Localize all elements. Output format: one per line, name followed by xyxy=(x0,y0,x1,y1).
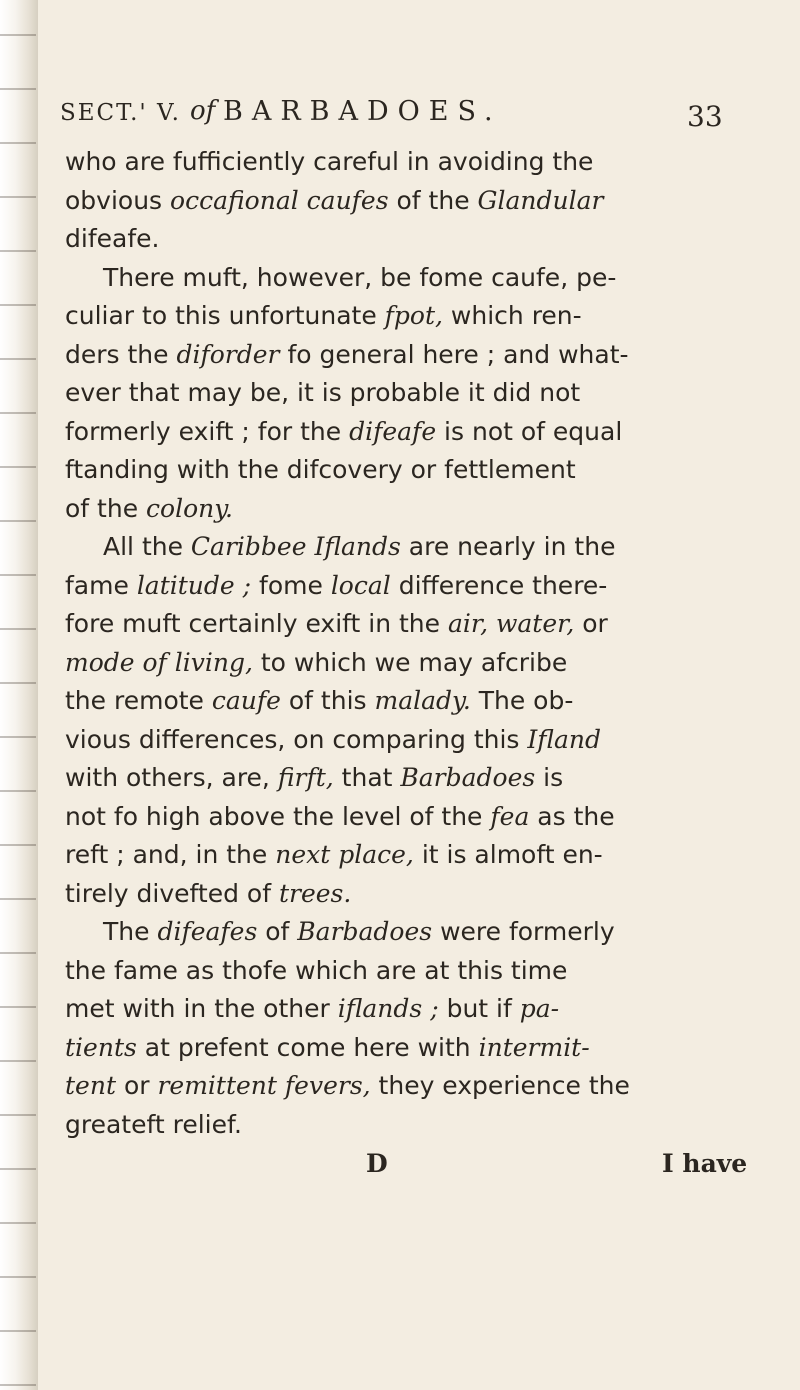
text-line xyxy=(65,413,755,452)
text-run: is not of equal xyxy=(436,416,623,446)
signature-mark: D xyxy=(366,1149,388,1178)
italic-text: fea xyxy=(490,801,530,831)
italic-text: intermit- xyxy=(478,1032,590,1062)
running-head xyxy=(60,96,750,136)
page-number: 33 xyxy=(687,100,723,133)
text-line xyxy=(65,1029,755,1068)
italic-text: tent xyxy=(65,1071,116,1100)
italic-text: pa- xyxy=(519,994,560,1023)
text-run: were formerly xyxy=(432,917,615,946)
text-run: ders the xyxy=(65,339,177,369)
text-run: as the xyxy=(529,801,615,831)
text-run: who are fufficiently careful in avoiding the xyxy=(65,147,594,176)
italic-text: latitude ; xyxy=(136,570,252,600)
italic-text: difeafe xyxy=(349,416,437,446)
italic-text: caufe xyxy=(211,686,281,715)
italic-text: Barbadoes xyxy=(297,917,433,946)
text-line xyxy=(65,759,755,798)
text-run: difference there- xyxy=(390,570,608,600)
text-line xyxy=(65,990,755,1029)
text-line xyxy=(65,451,755,490)
text-run: but if xyxy=(438,994,520,1023)
text-run: formerly exift ; for the xyxy=(65,416,350,446)
text-run: culiar to this unfortunate xyxy=(65,301,385,330)
text-line xyxy=(65,605,755,644)
text-line xyxy=(65,1067,755,1106)
text-line xyxy=(65,913,755,952)
text-line xyxy=(65,297,755,336)
italic-text: occafional caufes xyxy=(170,185,389,215)
section-label: SECT.' V. xyxy=(60,100,181,126)
text-run: fore muft certainly exift in the xyxy=(65,609,448,638)
text-run: that xyxy=(333,763,401,792)
body-text xyxy=(65,143,755,1144)
text-line xyxy=(65,336,755,375)
italic-text: air, water, xyxy=(447,609,575,638)
text-run: The xyxy=(103,917,158,946)
text-line xyxy=(65,644,755,683)
text-line xyxy=(65,374,755,413)
italic-text: colony. xyxy=(146,493,233,523)
text-run: of xyxy=(257,917,298,946)
text-line xyxy=(65,490,755,529)
text-run: All the xyxy=(103,532,191,561)
italic-text: Glandular xyxy=(477,185,604,215)
italic-text: Barbadoes xyxy=(400,763,536,792)
text-run: reft ; and, in the xyxy=(65,840,276,869)
text-run: to which we may afcribe xyxy=(252,647,568,677)
text-run: obvious xyxy=(65,185,171,215)
paragraph xyxy=(65,913,755,1144)
text-line xyxy=(65,182,755,221)
text-line xyxy=(65,875,755,914)
text-run: or xyxy=(116,1071,158,1100)
italic-text: difeafes xyxy=(157,917,258,946)
text-run: tirely divefted of xyxy=(65,878,279,908)
text-run: or xyxy=(574,609,608,638)
running-head-title: BARBADOES. xyxy=(223,96,502,127)
paragraph xyxy=(65,528,755,913)
text-run: ever that may be, it is probable it did not xyxy=(65,378,581,407)
text-line xyxy=(65,798,755,837)
text-run: it is almoft en- xyxy=(413,840,603,869)
text-run: The ob- xyxy=(470,686,574,715)
text-run: fome xyxy=(251,570,331,600)
paragraph xyxy=(65,143,755,259)
text-line xyxy=(65,259,755,298)
text-run: they experience the xyxy=(370,1071,630,1100)
italic-text: diforder xyxy=(176,339,280,369)
italic-text: iflands ; xyxy=(337,994,439,1023)
text-run: of the xyxy=(65,493,147,523)
text-run: There muft, however, be fome caufe, pe- xyxy=(103,262,617,292)
italic-text: Caribbee Iflands xyxy=(190,532,401,561)
text-run: difeafe. xyxy=(65,224,160,253)
italic-text: fpot, xyxy=(384,301,443,330)
text-run: of this xyxy=(280,686,375,715)
text-line xyxy=(65,721,755,760)
running-head-of: of xyxy=(190,96,216,126)
text-line xyxy=(65,836,755,875)
italic-text: tients xyxy=(65,1032,137,1062)
text-line xyxy=(65,952,755,991)
text-line xyxy=(65,143,755,182)
text-run: fo general here ; and what- xyxy=(279,339,629,369)
text-run: met with in the other xyxy=(65,994,338,1023)
text-run: ftanding with the difcovery or fettlement xyxy=(65,455,576,484)
text-run: with others, are, xyxy=(65,763,278,792)
italic-text: local xyxy=(330,570,391,600)
text-run: which ren- xyxy=(442,301,582,330)
text-run: the remote xyxy=(65,686,212,715)
text-run: is xyxy=(535,763,564,792)
text-line xyxy=(65,682,755,721)
text-run: vious differences, on comparing this xyxy=(65,724,528,754)
text-run: fame xyxy=(65,570,137,600)
italic-text: firft, xyxy=(277,763,334,792)
text-run: not fo high above the level of the xyxy=(65,801,491,831)
text-line xyxy=(65,567,755,606)
text-run: of the xyxy=(388,185,478,215)
gutter-texture xyxy=(0,0,36,1390)
text-run: greateft relief. xyxy=(65,1109,242,1139)
text-line xyxy=(65,220,755,259)
italic-text: remittent fevers, xyxy=(157,1071,371,1100)
text-line xyxy=(65,1106,755,1145)
italic-text: trees. xyxy=(278,878,352,908)
italic-text: malady. xyxy=(374,686,471,715)
text-run: are nearly in the xyxy=(400,532,616,561)
text-line xyxy=(65,528,755,567)
text-run: the fame as thofe which are at this time xyxy=(65,955,568,985)
text-run: at prefent come here with xyxy=(136,1032,479,1062)
italic-text: Ifland xyxy=(527,724,601,754)
italic-text: next place, xyxy=(275,840,414,869)
paragraph xyxy=(65,259,755,529)
italic-text: mode of living, xyxy=(65,647,253,677)
catchword: I have xyxy=(662,1149,748,1178)
